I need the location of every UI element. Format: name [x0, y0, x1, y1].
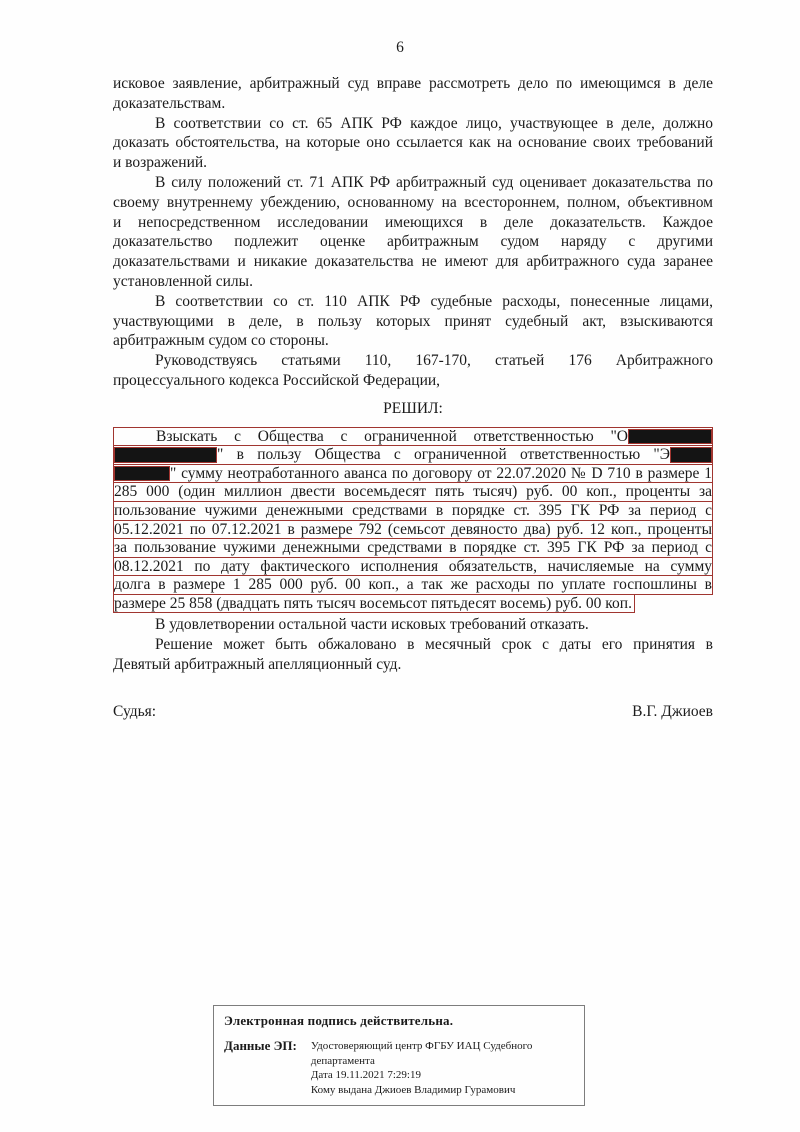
- operative-row: [113, 427, 713, 447]
- esign-data-row: [224, 1038, 574, 1097]
- paragraph-line: Решение может быть обжаловано в месячный срок с даты его принятия в: [155, 636, 713, 654]
- paragraph-line: арбитражным судом со стороны.: [113, 332, 329, 350]
- redaction-box: [114, 447, 217, 463]
- operative-row: [113, 445, 713, 465]
- redaction-box: [628, 429, 712, 445]
- operative-row: [113, 520, 713, 540]
- operative-text: 08.12.2021 по дату фактического исполнения обязательств, начисляемые на сумму: [114, 557, 712, 575]
- body-paragraphs: [113, 74, 713, 391]
- esign-detail-line: Кому выдана Джиоев Владимир Гурамович: [310, 1083, 516, 1096]
- redaction-box: [670, 447, 712, 463]
- decision-heading: РЕШИЛ:: [383, 399, 443, 417]
- paragraph-line: установленной силы.: [113, 272, 253, 290]
- paragraph-line: и непосредственном исследовании имеющихся в деле доказательств. Каждое: [113, 213, 713, 231]
- esign-stamp: [213, 1005, 585, 1106]
- paragraph-line: доказать обстоятельства, на которые оно ссылается как на основание своих требований: [113, 134, 713, 152]
- post-paragraphs: [113, 615, 713, 674]
- operative-text: 285 000 (один миллион двести восемьдесят пять тысяч) руб. 00 коп., проценты за: [114, 483, 712, 501]
- operative-row: [113, 501, 713, 521]
- operative-row: [113, 557, 713, 577]
- paragraph-line: В силу положений ст. 71 АПК РФ арбитражный суд оценивает доказательства по: [155, 173, 713, 191]
- esign-detail-line: Дата 19.11.2021 7:29:19: [310, 1069, 421, 1081]
- first-line-indent: [114, 428, 156, 446]
- esign-data-label: Данные ЭП:: [224, 1038, 297, 1053]
- operative-text: " в пользу Общества с ограниченной ответственностью "Э: [217, 446, 670, 464]
- judge-name: В.Г. Джиоев: [632, 702, 713, 720]
- paragraph-line: и возражений.: [113, 154, 208, 172]
- signature-row: [113, 702, 713, 722]
- operative-text: пользование чужими денежными средствами в порядке ст. 395 ГК РФ за период с: [114, 501, 712, 519]
- paragraph-line: В удовлетворении остальной части исковых требований отказать.: [155, 616, 589, 634]
- operative-text: Взыскать с Общества с ограниченной ответственностью "О: [156, 427, 628, 445]
- esign-detail-line: Удостоверяющий центр ФГБУ ИАЦ Судебного: [310, 1040, 533, 1052]
- page-number: 6: [396, 39, 404, 56]
- paragraph-line: участвующими в деле, в пользу которых принят судебный акт, взыскиваются: [113, 312, 713, 330]
- operative-text: долга в размере 1 285 000 руб. 00 коп., а так же расходы по уплате госпошлины в: [114, 576, 712, 594]
- operative-text: за пользование чужими денежными средствами в порядке ст. 395 ГК РФ за период с: [114, 539, 712, 557]
- esign-stamp-title: Электронная подпись действительна.: [224, 1013, 454, 1028]
- paragraph-line: доказательство подлежит оценке арбитражным судом наряду с другими: [113, 233, 713, 251]
- operative-row: [113, 482, 713, 502]
- judge-label: Судья:: [113, 702, 157, 720]
- paragraph-line: Девятый арбитражный апелляционный суд.: [113, 656, 402, 674]
- operative-text: 05.12.2021 по 07.12.2021 в размере 792 (семьсот девяносто два) руб. 12 коп., проценты: [114, 520, 712, 538]
- operative-row: [113, 464, 713, 484]
- paragraph-line: процессуального кодекса Российской Федерации,: [113, 371, 441, 389]
- paragraph-line: доказательствам.: [113, 94, 226, 112]
- redaction-box: [114, 466, 170, 482]
- paragraph-line: В соответствии со ст. 65 АПК РФ каждое лицо, участвующее в деле, должно: [155, 114, 713, 132]
- operative-row: [113, 594, 635, 614]
- esign-data-details: [311, 1038, 574, 1097]
- paragraph-line: своему внутреннему убеждению, основанному на всестороннем, полном, объективном: [113, 193, 713, 211]
- paragraph-line: В соответствии со ст. 110 АПК РФ судебные расходы, понесенные лицами,: [155, 292, 713, 310]
- esign-detail-line: департамента: [310, 1054, 375, 1067]
- operative-text: размере 25 858 (двадцать пять тысяч восемьсот пятьдесят восемь) руб. 00 коп.: [114, 594, 632, 612]
- paragraph-line: Руководствуясь статьями 110, 167-170, статьей 176 Арбитражного: [155, 352, 713, 370]
- operative-row: [113, 538, 713, 558]
- paragraph-line: доказательствами и никакие доказательства не имеют для арбитражного суда заранее: [113, 253, 713, 271]
- paragraph-line: исковое заявление, арбитражный суд вправе рассмотреть дело по имеющимся в деле: [113, 75, 713, 92]
- operative-block: [113, 427, 713, 614]
- operative-row: [113, 575, 713, 595]
- operative-text: " сумму неотработанного аванса по договору от 22.07.2020 № D 710 в размере 1: [170, 464, 712, 482]
- document-body: [113, 74, 713, 722]
